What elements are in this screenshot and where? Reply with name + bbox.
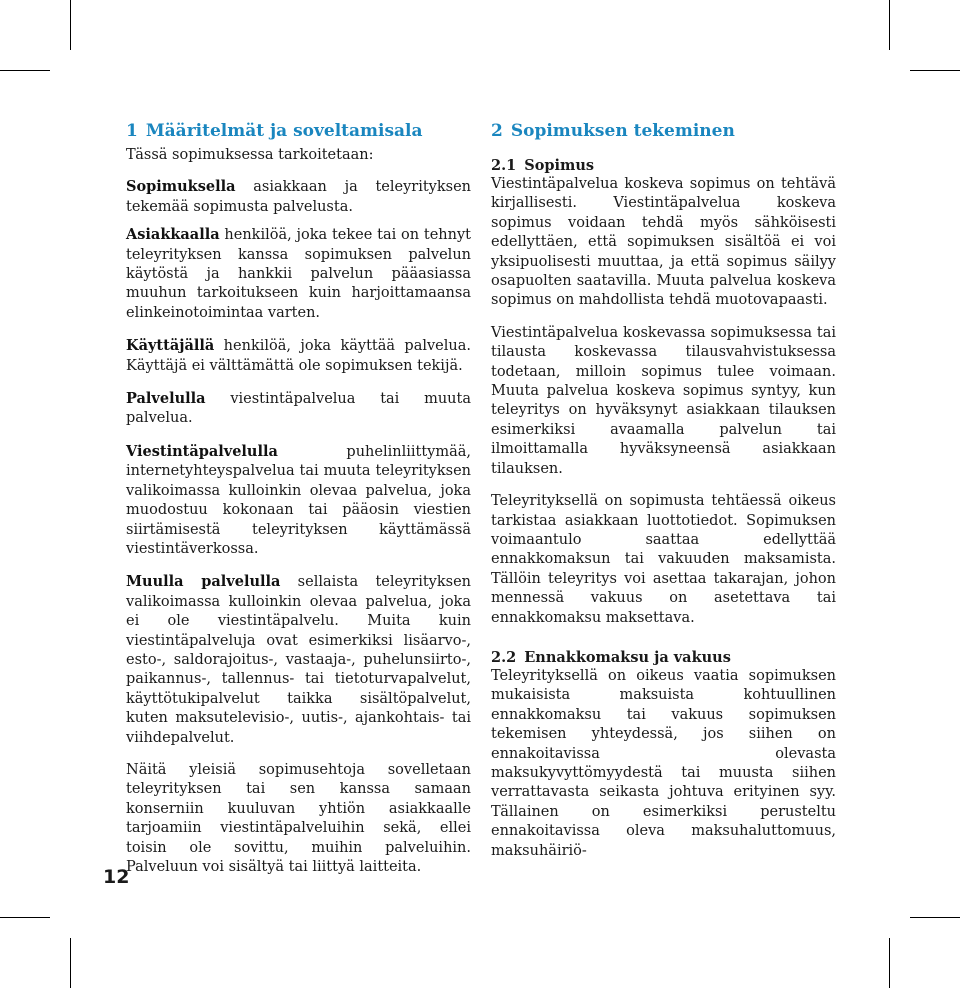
definition-text: puhelinliittymää, internetyhteyspalvelua tai muuta teleyrityksen valikoimassa kulloinkin olevaa palvelua, joka muodostuu kokonaan tai pääosin viestien siirtämisestä teleyrityksen käyttämässä viestintäverkossa. [126, 443, 471, 557]
definition-muu-palvelu [126, 572, 471, 748]
definition-text: henkilöä, joka tekee tai on tehnyt teleyrityksen kanssa sopimuksen palvelun käytöstä ja hankkii palvelun pääasiassa muuhun tarkoitukseen kuin harjoittamaansa elinkeinotoimintaa varten. [126, 227, 471, 321]
definition-sopimus [126, 177, 471, 217]
crop-mark-right-upper [910, 70, 960, 71]
section-2-title: Sopimuksen tekeminen [510, 121, 735, 141]
paragraph: Teleyrityksellä on sopimusta tehtäessä oikeus tarkistaa asiakkaan luottotiedot. Sopimuksen voimaantulo saattaa edellyttää ennakkomaksun tai vakuuden maksamista. Tällöin teleyritys voi asettaa takarajan, johon mennessä vakuus on asetettava tai ennakkomaksu maksettava. [491, 493, 836, 626]
definition-term: Palvelulla [126, 390, 206, 408]
subsection-2-2-number: 2.2 [491, 648, 517, 666]
crop-mark-bottom-right [889, 938, 890, 988]
section-2-heading [491, 120, 836, 142]
crop-mark-right-lower [910, 917, 960, 918]
subsection-2-1-heading [491, 156, 836, 175]
page-number: 12 [103, 866, 130, 888]
definition-text: viestintäpalvelua tai muuta palvelua. [126, 391, 471, 427]
definition-palvelu [126, 389, 471, 429]
definition-term: Sopimuksella [126, 178, 236, 196]
subsection-2-1-number: 2.1 [491, 157, 517, 174]
definition-term: Käyttäjällä [126, 337, 215, 355]
applicability-paragraph: Näitä yleisiä sopimusehtoja sovelletaan teleyrityksen tai sen kanssa samaan konserniin kuuluvan yhtiön asiakkaalle tarjoamiin viestintäpalveluihin sekä, ellei toisin ole sovittu, muihin palveluihin. Palveluun voi sisältyä tai liittyä laitteita. [126, 761, 471, 875]
crop-mark-top-right [889, 0, 890, 50]
crop-mark-left-lower [0, 917, 50, 918]
subsection-2-2-title: Ennakkomaksu ja vakuus [524, 648, 731, 666]
section-1-number: 1 [126, 121, 138, 141]
crop-mark-bottom-left [70, 938, 71, 988]
intro-text: Tässä sopimuksessa tarkoitetaan: [126, 147, 374, 163]
paragraph: Viestintäpalvelua koskeva sopimus on tehtävä kirjallisesti. Viestintäpalvelua koskeva sopimus voidaan tehdä myös sähköisesti edellyttäen, että sopimuksen sisältöä ei voi yksipuolisesti muuttaa, ja että sopimus säilyy osapuolten saatavilla. Muuta palvelua koskeva sopimus on mahdollista tehdä muotovapaasti. [491, 176, 836, 309]
subsection-2-1-title: Sopimus [524, 157, 595, 174]
definition-text: asiakkaan ja teleyrityksen tekemää sopimusta palvelusta. [126, 179, 471, 215]
crop-mark-left-upper [0, 70, 50, 71]
section-2-number: 2 [491, 121, 503, 141]
section-1-heading [126, 120, 471, 142]
definition-text: sellaista teleyrityksen valikoimassa kulloinkin olevaa palvelua, joka ei ole viestintäpalvelu. Muita kuin viestintäpalveluja ovat esimerkiksi lisäarvo-, esto-, saldorajoitus-, vastaaja-, puhelunsiirto-, paikannus-, tallennus- tai tietoturvapalvelut, käyttötukipalvelut taikka sisältöpalvelut, kuten maksutelevisio-, uutis-, ajankohtais- tai viihdepalvelut. [126, 574, 471, 746]
paragraph: Teleyrityksellä on oikeus vaatia sopimuksen mukaisista maksuista kohtuullinen ennakkomaksu tai vakuus sopimuksen tekemisen yhteydessä, jos siihen on ennakoitavissa olevasta maksukyvyttömyydestä tai muusta siihen verrattavasta seikasta johtuva erityinen syy. Tällainen on esimerkiksi perusteltu ennakoitavissa oleva maksuhaluttomuus, maksuhäiriö- [491, 667, 836, 859]
section-1-title: Määritelmät ja soveltamisala [145, 121, 423, 141]
subsection-2-2-heading [491, 648, 836, 667]
definition-term: Muulla palvelulla [126, 573, 281, 591]
definition-term: Viestintäpalvelulla [126, 442, 278, 460]
definition-kayttaja [126, 336, 471, 376]
left-column [126, 120, 471, 877]
definition-viestintapalvelu [126, 442, 471, 559]
definition-asiakas [126, 225, 471, 323]
right-column [491, 120, 836, 861]
paragraph: Viestintäpalvelua koskevassa sopimuksessa tai tilausta koskevassa tilausvahvistuksessa todetaan, milloin sopimus tulee voimaan. Muuta palvelua koskeva sopimus syntyy, kun teleyritys on hyväksynyt asiakkaan tilauksen esimerkiksi avaamalla palvelun tai ilmoittamalla hyväksyneensä asiakkaan tilauksen. [491, 324, 836, 477]
crop-mark-top-left [70, 0, 71, 50]
definition-term: Asiakkaalla [126, 226, 220, 244]
definition-text: henkilöä, joka käyttää palvelua. Käyttäjä ei välttämättä ole sopimuksen tekijä. [126, 338, 471, 374]
